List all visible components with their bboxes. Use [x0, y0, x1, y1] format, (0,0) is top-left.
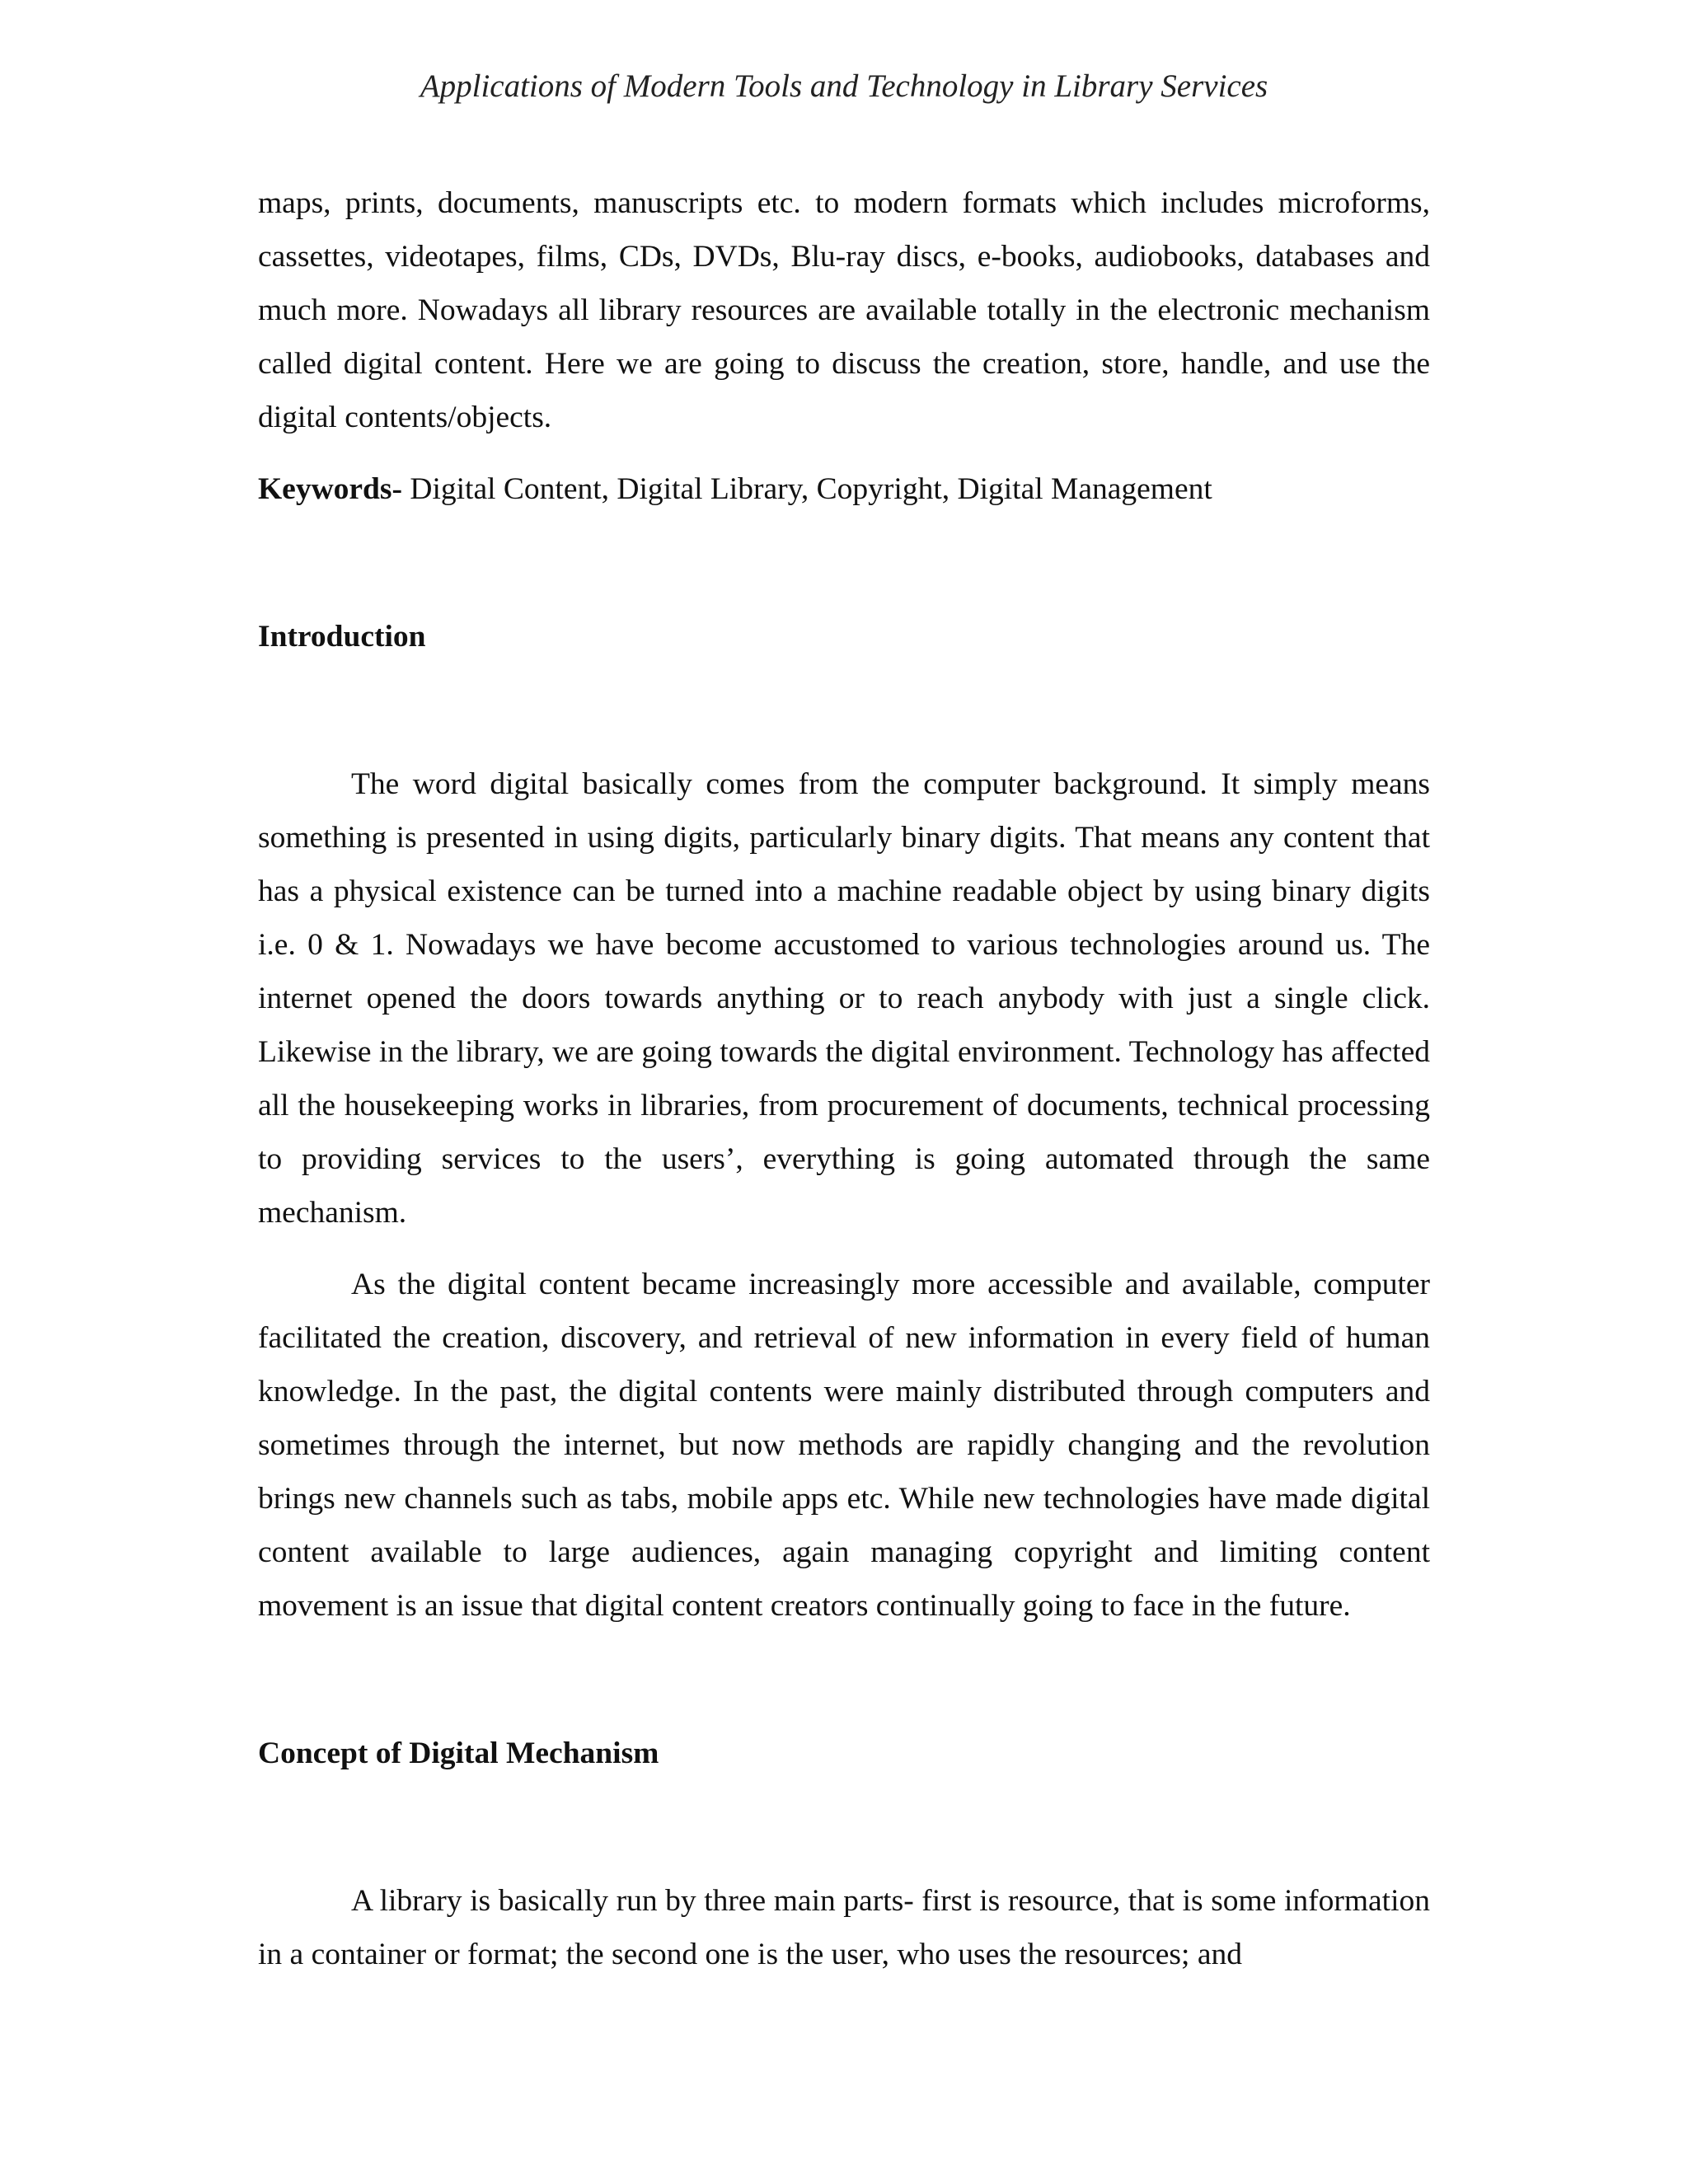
intro-paragraph-2: As the digital content became increasingly more accessible and available, computer facilitated the creation, discovery, and retrieval of new information in every field of human knowledge. In the past, the digital contents were mainly distributed through computers and sometimes through the internet, but now methods are rapidly changing and the revolution brings new channels such as tabs, mobile apps etc. While new technologies have made digital content available to large audiences, again managing copyright and limiting content movement is an issue that digital content creators continually going to face in the future. — [258, 1268, 1430, 1623]
keywords-line — [258, 462, 1430, 516]
intro-paragraph-1: The word digital basically comes from the computer background. It simply means something is presented in using digits, particularly binary digits. That means any content that has a physical existence can be turned into a machine readable object by using binary digits i.e. 0 & 1. Nowadays we have become accustomed to various technologies around us. The internet opened the doors towards anything or to reach anybody with just a single click. Likewise in the library, we are going towards the digital environment. Technology has affected all the housekeeping works in libraries, from procurement of documents, technical processing to providing services to the users’, everything is going automated through the same mechanism. — [258, 767, 1430, 1230]
section-heading-concept: Concept of Digital Mechanism — [258, 1736, 659, 1770]
running-header: Applications of Modern Tools and Technology in Library Services — [420, 68, 1268, 104]
concept-paragraph-1: A library is basically run by three main parts- first is resource, that is some information in a container or format; the second one is the user, who uses the resources; and — [258, 1884, 1430, 1971]
keywords-text: Digital Content, Digital Library, Copyright, Digital Management — [401, 472, 1212, 506]
section-heading-introduction: Introduction — [258, 620, 426, 654]
abstract-paragraph: maps, prints, documents, manuscripts etc. to modern formats which includes microforms, cassettes, videotapes, films, CDs, DVDs, Blu-ray discs, e-books, audiobooks, databases and much more. Nowadays all library resources are available totally in the electronic mechanism called digital content. Here we are going to discuss the creation, store, handle, and use the digital contents/objects. — [258, 186, 1430, 434]
keywords-label: Keywords- — [258, 472, 402, 506]
page-body — [258, 176, 1430, 1981]
